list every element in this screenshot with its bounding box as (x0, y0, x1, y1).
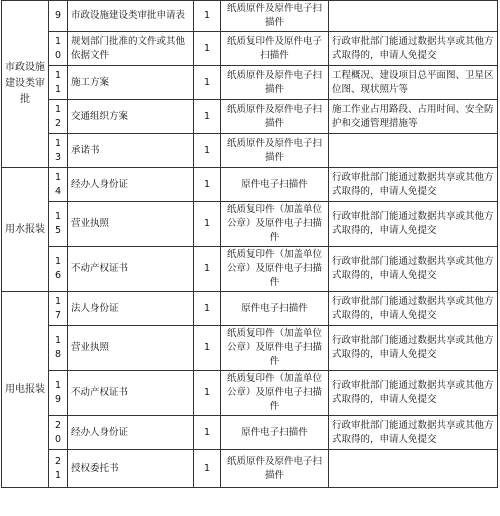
copy-count: 1 (194, 32, 221, 66)
table-row (2, 326, 498, 371)
row-number: 14 (49, 168, 68, 202)
copy-count: 1 (194, 168, 221, 202)
table-row (2, 202, 498, 247)
table-row (2, 450, 498, 488)
copy-count: 1 (194, 450, 221, 488)
material-note: 行政审批部门能通过数据共享或其他方式取得的，申请人免提交 (329, 32, 498, 66)
table-row (2, 32, 498, 66)
material-note: 工程概况、建设项目总平面图、卫星区位图、现状照片等 (329, 66, 498, 100)
material-name: 规划部门批准的文件或其他依据文件 (68, 32, 194, 66)
materials-table (1, 0, 498, 488)
row-number: 17 (49, 292, 68, 326)
material-note: 行政审批部门能通过数据共享或其他方式取得的，申请人免提交 (329, 416, 498, 450)
material-name: 法人身份证 (68, 292, 194, 326)
material-form: 纸质原件及原件电子扫描件 (221, 134, 329, 168)
table-row (2, 100, 498, 134)
material-name: 不动产权证书 (68, 247, 194, 292)
table-row (2, 1, 498, 32)
category-cell: 用电报装 (2, 292, 49, 488)
material-note: 行政审批部门能通过数据共享或其他方式取得的，申请人免提交 (329, 371, 498, 416)
material-name: 市政设施建设类审批申请表 (68, 1, 194, 32)
table-row (2, 66, 498, 100)
material-form: 原件电子扫描件 (221, 292, 329, 326)
material-form: 纸质复印件及原件电子扫描件 (221, 32, 329, 66)
table-row (2, 134, 498, 168)
material-form: 纸质复印件（加盖单位公章）及原件电子扫描件 (221, 326, 329, 371)
copy-count: 1 (194, 371, 221, 416)
material-note: 行政审批部门能通过数据共享或其他方式取得的，申请人免提交 (329, 168, 498, 202)
material-name: 经办人身份证 (68, 168, 194, 202)
copy-count: 1 (194, 100, 221, 134)
row-number: 16 (49, 247, 68, 292)
material-name: 施工方案 (68, 66, 194, 100)
category-cell: 市政设施建设类审批 (2, 1, 49, 168)
material-name: 不动产权证书 (68, 371, 194, 416)
material-form: 原件电子扫描件 (221, 416, 329, 450)
material-form: 原件电子扫描件 (221, 168, 329, 202)
row-number: 12 (49, 100, 68, 134)
row-number: 15 (49, 202, 68, 247)
copy-count: 1 (194, 1, 221, 32)
row-number: 11 (49, 66, 68, 100)
material-name: 承诺书 (68, 134, 194, 168)
material-form: 纸质复印件（加盖单位公章）及原件电子扫描件 (221, 202, 329, 247)
row-number: 19 (49, 371, 68, 416)
material-note (329, 134, 498, 168)
table-row (2, 168, 498, 202)
row-number: 13 (49, 134, 68, 168)
table-row (2, 292, 498, 326)
material-note (329, 1, 498, 32)
row-number: 21 (49, 450, 68, 488)
material-name: 授权委托书 (68, 450, 194, 488)
copy-count: 1 (194, 326, 221, 371)
row-number: 9 (49, 1, 68, 32)
material-name: 经办人身份证 (68, 416, 194, 450)
copy-count: 1 (194, 292, 221, 326)
material-note: 施工作业占用路段、占用时间、安全防护和交通管理措施等 (329, 100, 498, 134)
table-row (2, 416, 498, 450)
copy-count: 1 (194, 416, 221, 450)
copy-count: 1 (194, 134, 221, 168)
category-cell: 用水报装 (2, 168, 49, 292)
row-number: 10 (49, 32, 68, 66)
material-form: 纸质原件及原件电子扫描件 (221, 66, 329, 100)
material-note (329, 450, 498, 488)
row-number: 20 (49, 416, 68, 450)
copy-count: 1 (194, 247, 221, 292)
material-name: 交通组织方案 (68, 100, 194, 134)
material-form: 纸质复印件（加盖单位公章）及原件电子扫描件 (221, 247, 329, 292)
table-row (2, 247, 498, 292)
material-form: 纸质原件及原件电子扫描件 (221, 450, 329, 488)
material-form: 纸质原件及原件电子扫描件 (221, 100, 329, 134)
row-number: 18 (49, 326, 68, 371)
table-row (2, 371, 498, 416)
copy-count: 1 (194, 202, 221, 247)
material-name: 营业执照 (68, 202, 194, 247)
material-note: 行政审批部门能通过数据共享或其他方式取得的，申请人免提交 (329, 247, 498, 292)
material-note: 行政审批部门能通过数据共享或其他方式取得的，申请人免提交 (329, 292, 498, 326)
material-form: 纸质原件及原件电子扫描件 (221, 1, 329, 32)
material-note: 行政审批部门能通过数据共享或其他方式取得的，申请人免提交 (329, 202, 498, 247)
copy-count: 1 (194, 66, 221, 100)
material-note: 行政审批部门能通过数据共享或其他方式取得的，申请人免提交 (329, 326, 498, 371)
material-form: 纸质复印件（加盖单位公章）及原件电子扫描件 (221, 371, 329, 416)
material-name: 营业执照 (68, 326, 194, 371)
